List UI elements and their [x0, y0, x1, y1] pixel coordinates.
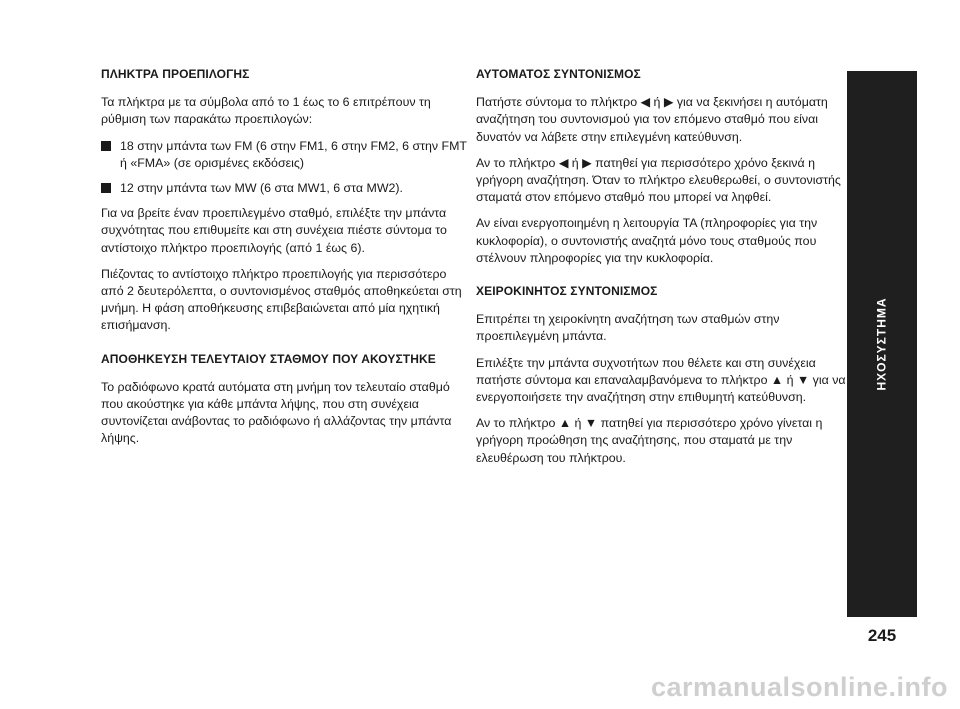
paragraph: Για να βρείτε έναν προεπιλεγμένο σταθμό, επιλέξτε την μπάντα συχνότητας που επιθυμείτε και στη συνέχεια πιέστε σύντομα το αντίστοιχο πλήκτρο προεπιλογής (από 1 έως 6).	[101, 206, 447, 255]
list-item-text: 18 στην μπάντα των FM (6 στην FM1, 6 στην FM2, 6 στην FMT ή «FMA» (σε ορισμένες εκδόσεις)	[120, 138, 467, 170]
paragraph: Αν είναι ενεργοποιημένη η λειτουργία TA (πληροφορίες για την κυκλοφορία), ο συντονιστής αναζητά μόνο τους σταθμούς που στέλνουν πληροφορίες για την κυκλοφορία.	[476, 216, 818, 265]
section-heading-auto-tuning: ΑΥΤΟΜΑΤΟΣ ΣΥΝΤΟΝΙΣΜΟΣ	[476, 67, 641, 81]
list-item-text: 12 στην μπάντα των MW (6 στα MW1, 6 στα MW2).	[120, 181, 403, 196]
section-heading-last-station: ΑΠΟΘΗΚΕΥΣΗ ΤΕΛΕΥΤΑΙΟΥ ΣΤΑΘΜΟΥ ΠΟΥ ΑΚΟΥΣΤΗΚΕ	[101, 351, 436, 366]
left-column	[101, 66, 471, 457]
list-item	[101, 138, 471, 172]
list-item	[101, 180, 471, 197]
square-bullet-icon	[101, 183, 111, 193]
paragraph: Πατήστε σύντομα το πλήκτρο ◀ ή ▶ για να ξεκινήσει η αυτόματη αναζήτηση του συντονισμού για τον επόμενο σταθμό που είναι δυνατόν να λάβετε στην επιλεγμένη κατεύθυνση.	[476, 95, 828, 144]
paragraph: Αν το πλήκτρο ◀ ή ▶ πατηθεί για περισσότερο χρόνο ξεκινά η γρήγορη αναζήτηση. Όταν το πλήκτρο ελευθερωθεί, ο συντονιστής σταματά στον επόμενο σταθμό που μπορεί να ληφθεί.	[476, 155, 841, 205]
paragraph: Επιτρέπει τη χειροκίνητη αναζήτηση των σταθμών στην προεπιλεγμένη μπάντα.	[476, 312, 780, 344]
paragraph: Επιλέξτε την μπάντα συχνοτήτων που θέλετε και στη συνέχεια πατήστε σύντομα και επαναλαμβανόμενα το πλήκτρο ▲ ή ▼ για να ενεργοποιήσετε την αναζήτηση στην επιθυμητή κατεύθυνση.	[476, 355, 846, 405]
watermark: carmanualsonline.info	[650, 672, 948, 702]
chapter-tab-label: ΗΧΟΣΥΣΤΗΜΑ	[875, 297, 890, 391]
section-heading-manual-tuning: ΧΕΙΡΟΚΙΝΗΤΟΣ ΣΥΝΤΟΝΙΣΜΟΣ	[476, 284, 658, 299]
paragraph: Πιέζοντας το αντίστοιχο πλήκτρο προεπιλογής για περισσότερο από 2 δευτερόλεπτα, ο συντονισμένος σταθμός αποθηκεύεται στη μνήμη. Η φάση αποθήκευσης επιβεβαιώνεται από μία ηχητική επισήμανση.	[101, 266, 462, 333]
paragraph: Τα πλήκτρα με τα σύμβολα από το 1 έως το 6 επιτρέπουν τη ρύθμιση των παρακάτω προεπιλογών:	[101, 95, 431, 127]
paragraph: Αν το πλήκτρο ▲ ή ▼ πατηθεί για περισσότερο χρόνο γίνεται η γρήγορη προώθηση της αναζήτησης, που σταματά με την ελευθέρωση του πλήκτρου.	[476, 416, 823, 465]
paragraph: Το ραδιόφωνο κρατά αυτόματα στη μνήμη τον τελευταίο σταθμό που ακούστηκε για κάθε μπάντα λήψης, που στη συνέχεια συντονίζεται ανάβοντας το ραδιόφωνο ή αλλάζοντας την μπάντα λήψης.	[101, 379, 452, 446]
square-bullet-icon	[101, 141, 111, 151]
right-column	[476, 66, 848, 476]
page-number: 245	[867, 626, 897, 645]
section-heading-presets: ΠΛΗΚΤΡΑ ΠΡΟΕΠΙΛΟΓΗΣ	[101, 67, 250, 81]
chapter-tab-label-wrap	[847, 71, 917, 617]
